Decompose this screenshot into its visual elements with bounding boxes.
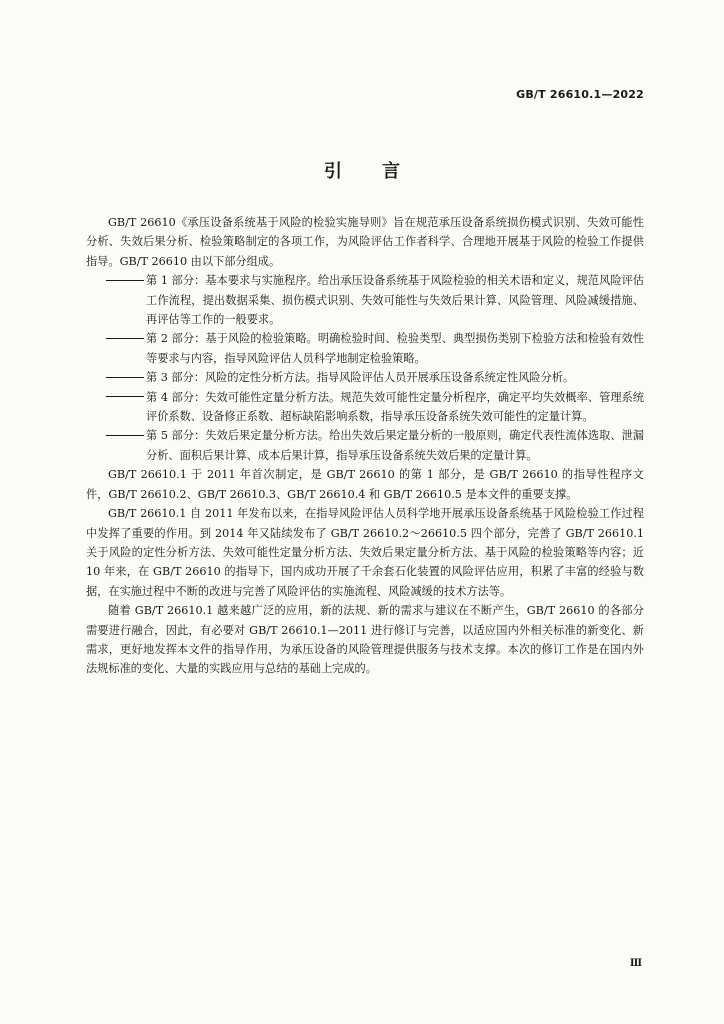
title-char-2: 言 [382,161,400,182]
list-item-part-1 [86,271,644,329]
list-item-part-5 [86,426,644,465]
page-number: Ⅲ [629,958,642,969]
list-item-part-2 [86,329,644,368]
list-item-text: 第 2 部分：基于风险的检验策略。明确检验时间、检验类型、典型损伤类别下检验方法和检验有效性等要求与内容，指导风险评估人员科学地制定检验策略。 [146,332,644,365]
em-dash-marker [106,280,144,281]
paragraph-application: GB/T 26610.1 自 2011 年发布以来，在指导风险评估人员科学地开展承压设备系统基于风险检验工作过程中发挥了重要的作用。到 2014 年又陆续发布了 GB/T 26610.2～26610.5 四个部分，完善了 GB/T 26610.1 关于风险的定性分析方法、失效可能性定量分析方法、失效后果定量分析方法、基于风险的检验策略等内容；近 10 年来，在 GB/T 26610 的指导下，国内成功开展了千余套石化装置的风险评估应用，积累了丰富的经验与数据，在实施过程中不断的改进与完善了风险评估的实施流程、风险减缓的技术方法等。 [86,507,644,598]
list-item-text: 第 4 部分：失效可能性定量分析方法。规范失效可能性定量分析程序，确定平均失效概率、管理系统评价系数、设备修正系数、超标缺陷影响系数，指导承压设备系统失效可能性的定量计算。 [146,390,644,424]
paragraph-revision: 随着 GB/T 26610.1 越来越广泛的应用，新的法规、新的需求与建议在不断产生，GB/T 26610 的各部分需要进行融合，因此，有必要对 GB/T 26610.1—2011 进行修订与完善，以适应国内外相关标准的新变化、新需求，更好地发挥本文件的指导作用，为承压设备的风险管理提供服务与技术支撑。本次的修订工作是在国内外法规标准的变化、大量的实践应用与总结的基础上完成的。 [86,604,644,676]
paragraph-intro: GB/T 26610《承压设备系统基于风险的检验实施导则》旨在规范承压设备系统损伤模式识别、失效可能性分析、失效后果分析、检验策略制定的各项工作，为风险评估工作者科学、合理地开展基于风险的检验工作提供指导。GB/T 26610 由以下部分组成。 [86,216,644,268]
title-char-1: 引 [324,161,342,182]
em-dash-marker [106,338,144,339]
list-item-text: 第 5 部分：失效后果定量分析方法。给出失效后果定量分析的一般原则，确定代表性流体选取、泄漏分析、面积后果计算、成本后果计算，指导承压设备系统失效后果的定量计算。 [146,429,644,462]
em-dash-marker [106,377,144,378]
standard-code: GB/T 26610.1—2022 [516,88,644,101]
list-item-text: 第 1 部分：基本要求与实施程序。给出承压设备系统基于风险检验的相关术语和定义，规范风险评估工作流程，提出数据采集、损伤模式识别、失效可能性与失效后果计算、风险管理、风险减缓措施、再评估等工作的一般要求。 [146,274,644,327]
em-dash-marker [106,435,144,436]
list-item-text: 第 3 部分：风险的定性分析方法。指导风险评估人员开展承压设备系统定性风险分析。 [146,371,575,385]
document-body [86,213,644,679]
page-title [0,157,724,183]
paragraph-history: GB/T 26610.1 于 2011 年首次制定，是 GB/T 26610 的第 1 部分，是 GB/T 26610 的指导性程序文件，GB/T 26610.2、GB/T 26610.3、GB/T 26610.4 和 GB/T 26610.5 是本文件的重要支撑。 [86,468,644,501]
list-item-part-3 [86,368,644,387]
list-item-part-4 [86,388,644,427]
em-dash-marker [106,396,144,397]
